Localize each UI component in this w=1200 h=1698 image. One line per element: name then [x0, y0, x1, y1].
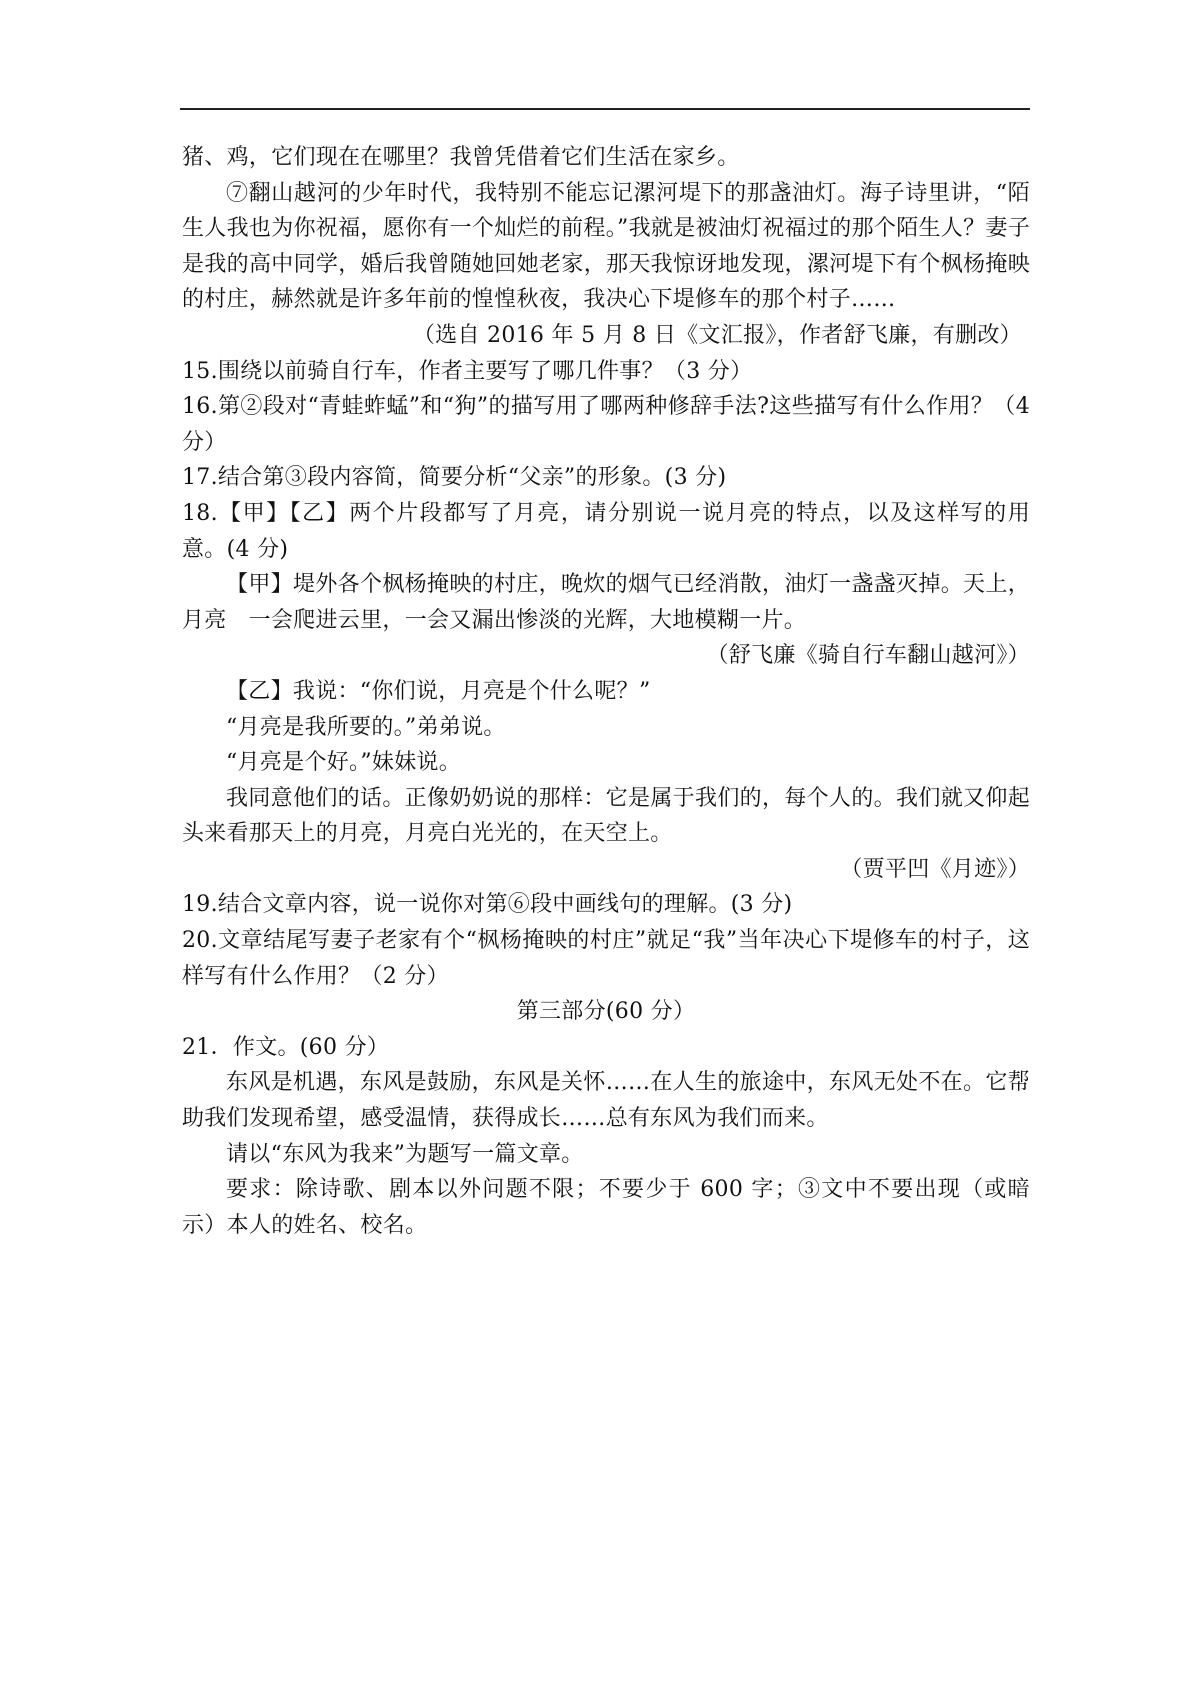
paragraph-6-tail: 猪、鸡，它们现在在哪里？我曾凭借着它们生活在家乡。 [182, 145, 740, 170]
excerpt-yi-line-2: “月亮是我所要的。”弟弟说。 [226, 714, 506, 740]
part-3-heading: 第三部分(60 分） [516, 999, 696, 1025]
excerpt-jia-text-before: 【甲】堤外各个枫杨掩映的村庄，晚炊的烟气已经消散，油灯一盏盏灭掉。天上，月亮 [182, 572, 1030, 633]
question-20: 20.文章结尾写妻子老家有个“枫杨掩映的村庄”就足“我”当年决心下堤修车的村子，这样写有什么作用？（2 分） [182, 928, 1030, 989]
excerpt-yi-source: （贾平凹《月迹》） [840, 856, 1030, 882]
essay-prompt-2: 请以“东风为我来”为题写一篇文章。 [226, 1141, 584, 1167]
article-source: （选自 2016 年 5 月 8 日《文汇报》，作者舒飞廉，有删改） [412, 322, 1022, 348]
essay-prompt-1: 东风是机遇，东风是鼓励，东风是关怀……在人生的旅途中，东风无处不在。它帮助我们发现希望，感受温情，获得成长……总有东风为我们而来。 [182, 1070, 1030, 1132]
question-18: 18.【甲】【乙】两个片段都写了月亮，请分别说一说月亮的特点，以及这样写的用意。(4 分) [182, 500, 1030, 562]
question-16: 16.第②段对“青蛙蚱蜢”和“狗”的描写用了哪两种修辞手法?这些描写有什么作用？（4 分） [182, 394, 1030, 455]
excerpt-yi-line-3: “月亮是个好。”妹妹说。 [226, 750, 462, 776]
excerpt-yi-line-1: 【乙】我说：“你们说，月亮是个什么呢？” [226, 678, 651, 704]
document-body [182, 140, 1030, 1243]
question-15: 15.围绕以前骑自行车，作者主要写了哪几件事？（3 分） [182, 358, 753, 384]
header-rule [180, 108, 1030, 110]
question-21: 21．作文。(60 分） [182, 1034, 390, 1060]
excerpt-jia-text-after: 一会爬进云里，一会又漏出惨淡的光辉，大地模糊一片。 [248, 607, 807, 633]
paragraph-7: ⑦翻山越河的少年时代，我特别不能忘记漯河堤下的那盏油灯。海子诗里讲，“陌生人我也为你祝福，愿你有一个灿烂的前程。”我就是被油灯祝福过的那个陌生人？妻子是我的高中同学，婚后我曾随她回她老家，那天我惊讶地发现，漯河堤下有个枫杨掩映的村庄，赫然就是许多年前的惶惶秋夜，我决心下堤修车的那个村子…… [182, 180, 1030, 313]
excerpt-yi-line-4: 我同意他们的话。正像奶奶说的那样：它是属于我们的，每个人的。我们就又仰起头来看那天上的月亮，月亮白光光的，在天空上。 [182, 785, 1030, 847]
excerpt-jia [182, 567, 1030, 638]
question-19: 19.结合文章内容，说一说你对第⑥段中画线句的理解。(3 分) [182, 892, 793, 918]
excerpt-jia-source: （舒飞廉《骑自行车翻山越河》） [706, 643, 1030, 669]
question-17: 17.结合第③段内容简，简要分析“父亲”的形象。(3 分) [182, 465, 727, 491]
essay-requirements: 要求：除诗歌、剧本以外问题不限；不要少于 600 字；③文中不要出现（或暗示）本人的姓名、校名。 [182, 1177, 1030, 1238]
